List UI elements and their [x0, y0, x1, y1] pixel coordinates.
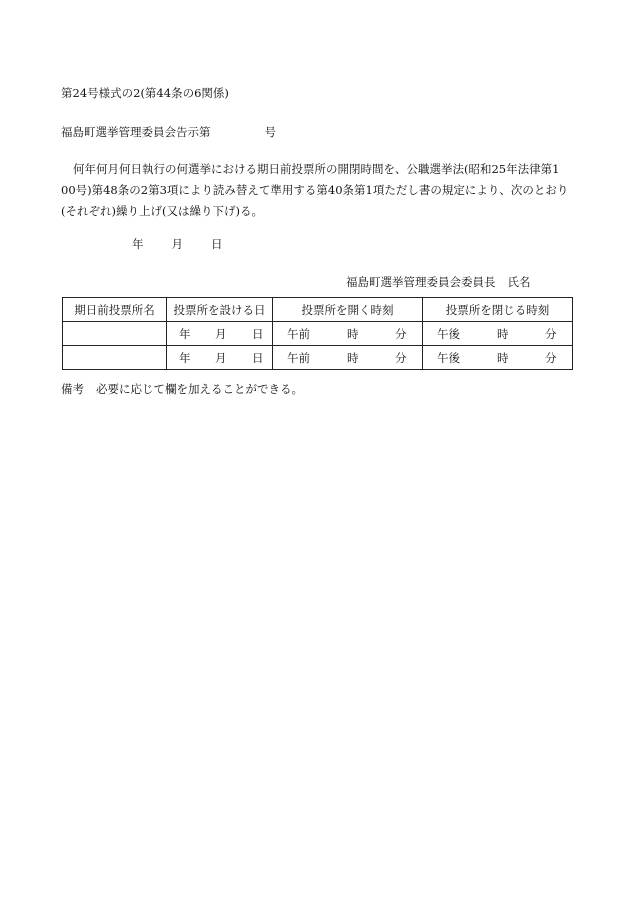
signature-name: 氏名 — [507, 275, 531, 289]
date-cell[interactable] — [167, 322, 273, 346]
remarks-label: 備考 — [61, 382, 84, 396]
cell-close-minute: 分 — [545, 327, 557, 341]
cell-close-hour: 時 — [497, 351, 509, 365]
table-row — [63, 346, 573, 370]
date-month: 月 — [171, 237, 183, 251]
cell-am: 午前 — [287, 351, 310, 365]
signature-line — [346, 274, 531, 290]
cell-open-minute: 分 — [395, 327, 407, 341]
cell-pm: 午後 — [437, 327, 460, 341]
date-line — [132, 236, 251, 252]
place-name-cell[interactable] — [63, 346, 167, 370]
header-open-time: 投票所を開く時刻 — [273, 298, 423, 322]
cell-month: 月 — [215, 327, 227, 341]
date-cell[interactable] — [167, 346, 273, 370]
signature-title: 福島町選挙管理委員会委員長 — [346, 275, 496, 289]
cell-open-hour: 時 — [347, 327, 359, 341]
body-line-3: (それぞれ)繰り上げ(又は繰り下げ)る。 — [61, 204, 263, 218]
date-year: 年 — [132, 237, 144, 251]
cell-year: 年 — [179, 327, 191, 341]
table-row — [63, 322, 573, 346]
open-time-cell[interactable] — [273, 346, 423, 370]
cell-day: 日 — [252, 327, 264, 341]
header-place-name: 期日前投票所名 — [63, 298, 167, 322]
table-header-row — [63, 298, 573, 322]
close-time-cell[interactable] — [423, 346, 573, 370]
notice-number-line — [61, 124, 276, 140]
cell-close-minute: 分 — [545, 351, 557, 365]
cell-open-minute: 分 — [395, 351, 407, 365]
body-line-2: 00号)第48条の2第3項により読み替えて準用する第40条第1項ただし書の規定により、次のとおり — [61, 183, 569, 197]
cell-pm: 午後 — [437, 351, 460, 365]
cell-open-hour: 時 — [347, 351, 359, 365]
remarks — [61, 381, 303, 397]
schedule-table — [62, 297, 573, 370]
cell-month: 月 — [215, 351, 227, 365]
notice-prefix: 福島町選挙管理委員会告示第 — [61, 125, 211, 139]
notice-number-suffix: 号 — [264, 125, 276, 139]
header-close-time: 投票所を閉じる時刻 — [423, 298, 573, 322]
cell-am: 午前 — [287, 327, 310, 341]
date-day: 日 — [211, 237, 223, 251]
place-name-cell[interactable] — [63, 322, 167, 346]
cell-close-hour: 時 — [497, 327, 509, 341]
cell-year: 年 — [179, 351, 191, 365]
body-line-1: 何年何月何日執行の何選挙における期日前投票所の開閉時間を、公職選挙法(昭和25年法律第1 — [73, 162, 560, 176]
open-time-cell[interactable] — [273, 322, 423, 346]
close-time-cell[interactable] — [423, 322, 573, 346]
form-title: 第24号様式の2(第44条の6関係) — [61, 86, 229, 100]
header-set-date: 投票所を設ける日 — [167, 298, 273, 322]
cell-day: 日 — [252, 351, 264, 365]
notice-body — [61, 159, 571, 222]
remarks-text: 必要に応じて欄を加えることができる。 — [96, 382, 303, 396]
